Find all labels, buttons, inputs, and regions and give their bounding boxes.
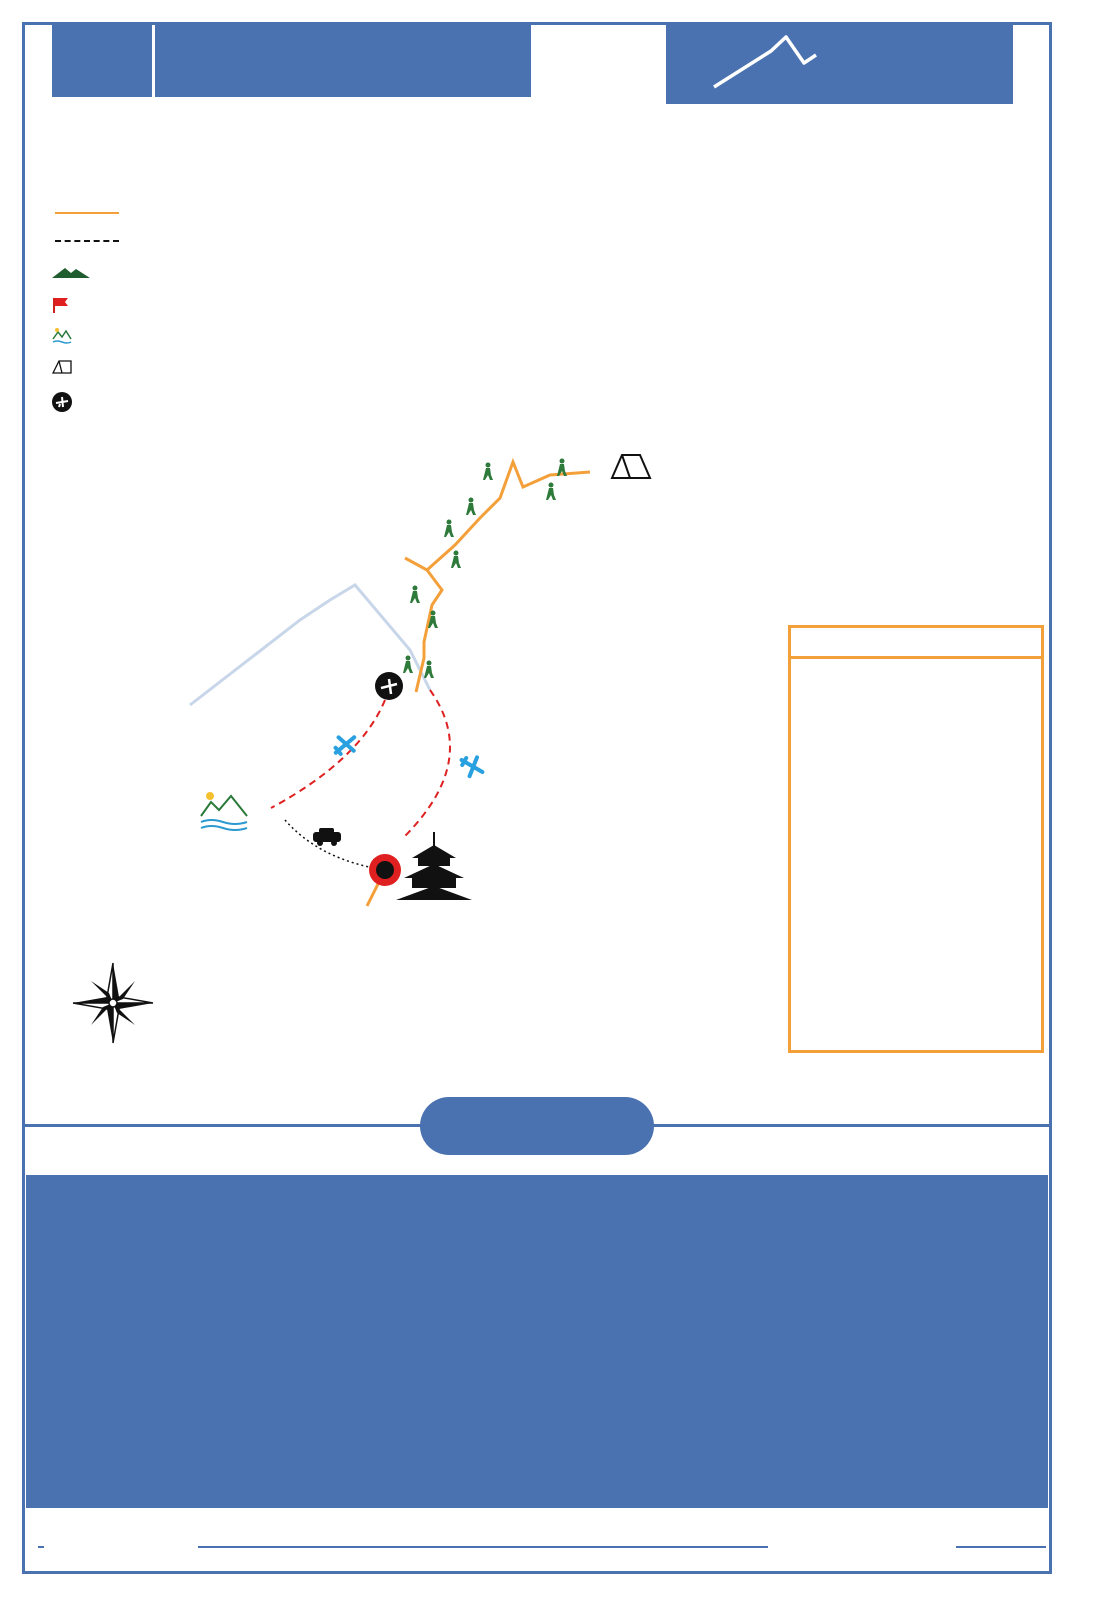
hiker-icon xyxy=(546,483,556,501)
hiker-icon xyxy=(483,463,493,481)
car-icon xyxy=(313,828,341,846)
plane-icon xyxy=(457,751,488,780)
hiker-icon xyxy=(403,656,413,674)
altitude-chart-title xyxy=(420,1097,654,1155)
hiker-icon xyxy=(424,661,434,679)
itinerary-title xyxy=(791,628,1041,659)
altitude-chart xyxy=(26,1175,1048,1508)
flight-route-lukla-ktm xyxy=(405,690,450,836)
hiker-icon xyxy=(410,586,420,604)
kathmandu-pin xyxy=(369,854,401,886)
lukla-airport-icon xyxy=(375,672,403,700)
hiker-icon xyxy=(466,498,476,516)
flight-route-ktm-lukla xyxy=(271,700,385,808)
compass-rose-icon xyxy=(73,963,153,1043)
footer-rule xyxy=(26,1546,1046,1548)
valley-icon xyxy=(201,792,247,830)
itinerary-panel xyxy=(788,625,1044,1053)
altitude-chart-panel xyxy=(26,1175,1048,1508)
temple-icon xyxy=(396,832,472,900)
hiker-icon xyxy=(451,551,461,569)
hiker-icon xyxy=(444,520,454,538)
base-camp-tent-icon xyxy=(612,455,650,478)
